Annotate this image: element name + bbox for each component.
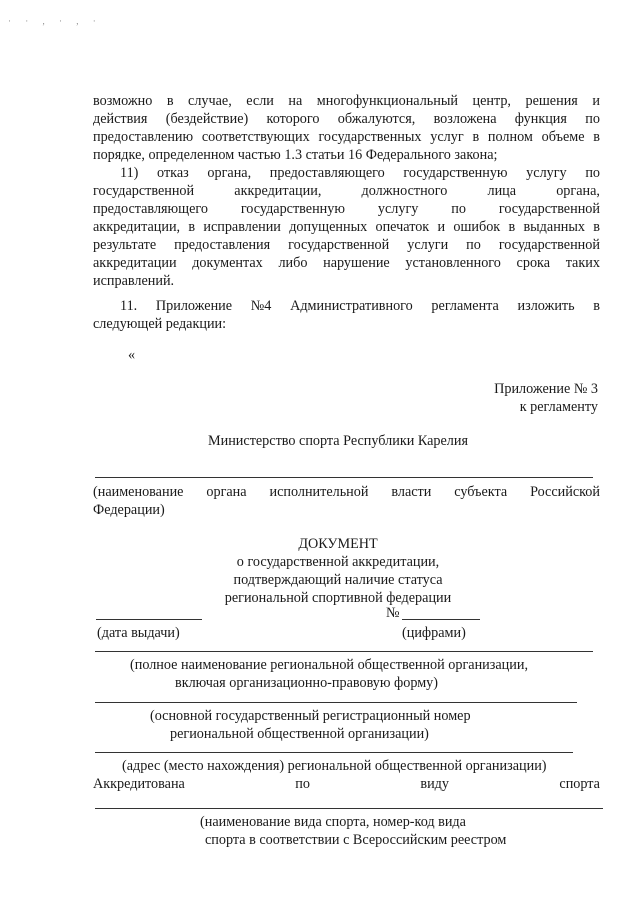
word: услугу	[526, 165, 567, 181]
item11-line-5	[93, 236, 600, 254]
appendix-subtitle: к регламенту	[519, 399, 598, 415]
word: по	[466, 237, 481, 253]
word: допущенных	[289, 219, 368, 235]
word: государственной	[288, 237, 390, 253]
word: таких	[565, 255, 600, 271]
item11-line-1	[120, 164, 600, 182]
word: органа	[206, 484, 247, 500]
word: по	[585, 165, 600, 181]
word: в	[508, 219, 516, 235]
word: 11)	[120, 165, 139, 181]
item11-line-3	[93, 200, 600, 218]
word: и	[437, 219, 446, 235]
authority-caption-line-2: Федерации)	[93, 502, 165, 518]
word: которого	[266, 111, 320, 127]
word: аккредитации	[93, 255, 177, 271]
org-name-underline	[95, 651, 593, 652]
sport-caption-2: спорта в соответствии с Всероссийским реестром	[205, 832, 507, 848]
word: опечаток	[375, 219, 430, 235]
word: изложить	[517, 298, 575, 314]
word: выданных	[523, 219, 586, 235]
word: услуг	[430, 129, 464, 145]
address-caption: (адрес (место нахождения) региональной общественной организации)	[122, 758, 547, 774]
word: власти	[391, 484, 432, 500]
word: по	[451, 201, 466, 217]
word: регламента	[431, 298, 499, 314]
number-digits-caption: (цифрами)	[402, 625, 466, 641]
word: функция	[514, 111, 567, 127]
document-line-2: подтверждающий наличие статуса	[233, 572, 443, 588]
word: лица	[487, 183, 517, 199]
document-title: ДОКУМЕНТ	[298, 536, 378, 552]
word: услугу	[377, 201, 419, 217]
item11-line-6	[93, 254, 600, 272]
word: государственной	[498, 201, 600, 217]
word: Аккредитована	[93, 776, 185, 792]
amendment-line-2: следующей редакции:	[93, 316, 227, 332]
item11-line-4	[93, 218, 600, 236]
word: услуги	[407, 237, 449, 253]
para10-line-2	[93, 110, 600, 128]
word: субъекта	[454, 484, 508, 500]
issue-date-caption: (дата выдачи)	[97, 625, 180, 641]
ogrn-underline	[95, 702, 577, 703]
word: соответствующих	[201, 129, 310, 145]
word: государственных	[318, 129, 422, 145]
word: аккредитации,	[93, 219, 181, 235]
word: в	[188, 219, 196, 235]
ogrn-caption-2: региональной общественной организации)	[170, 726, 429, 742]
word: в	[593, 219, 600, 235]
word: срока	[516, 255, 551, 271]
word: исправлении	[203, 219, 281, 235]
word: ошибок	[453, 219, 501, 235]
word: в	[472, 129, 480, 145]
word: спорта	[559, 776, 600, 792]
word: государственной	[498, 237, 600, 253]
address-underline	[95, 752, 573, 753]
issue-date-field	[96, 619, 202, 620]
word: государственную	[240, 201, 345, 217]
authority-caption-line-1	[93, 483, 600, 501]
word: органа,	[556, 183, 600, 199]
word: в	[166, 93, 174, 109]
word: возложена	[433, 111, 497, 127]
org-name-caption-2: включая организационно-правовую форму)	[175, 675, 439, 691]
word: многофункциональный	[316, 93, 458, 109]
accredited-line	[93, 775, 600, 793]
word: полном	[487, 129, 533, 145]
word: по	[585, 111, 600, 127]
item11-line-2	[93, 182, 600, 200]
word: Российской	[530, 484, 600, 500]
word: отказ	[157, 165, 189, 181]
word: если	[246, 93, 274, 109]
para10-line-1	[93, 92, 600, 110]
ogrn-caption-1: (основной государственный регистрационный номер	[150, 708, 471, 724]
word: государственной	[93, 183, 195, 199]
word: установленного	[405, 255, 501, 271]
document-line-1: о государственной аккредитации,	[236, 554, 440, 570]
word: результате	[93, 237, 157, 253]
ministry-name: Министерство спорта Республики Карелия	[208, 433, 469, 449]
item11-line-7: исправлений.	[93, 273, 175, 289]
para10-line-4: порядке, определенном частью 1.3 статьи 16 Федерального закона;	[93, 147, 498, 163]
word: объеме	[541, 129, 585, 145]
authority-underline	[95, 477, 593, 478]
word: предоставляющего	[269, 165, 385, 181]
number-field	[402, 619, 480, 620]
word: №4	[250, 298, 272, 314]
word: обжалуются,	[337, 111, 416, 127]
para10-line-3	[93, 128, 600, 146]
scan-specks: · · , · , ·	[8, 16, 102, 26]
word: Административного	[290, 298, 413, 314]
word: виду	[420, 776, 449, 792]
word: документах	[192, 255, 263, 271]
org-name-caption-1: (полное наименование региональной общественной организации,	[130, 657, 529, 673]
word: государственную	[403, 165, 508, 181]
word: в	[593, 298, 600, 314]
word: (наименование	[93, 484, 184, 500]
amendment-line-1	[120, 297, 600, 315]
word: либо	[278, 255, 308, 271]
sport-caption-1: (наименование вида спорта, номер-код вида	[200, 814, 466, 830]
word: случае,	[188, 93, 232, 109]
word: 11.	[120, 298, 138, 314]
word: и	[592, 93, 600, 109]
word: возможно	[93, 93, 153, 109]
word: в	[593, 129, 600, 145]
word: Приложение	[155, 298, 233, 314]
document-line-3: региональной спортивной федерации	[224, 590, 452, 606]
word: действия	[93, 111, 148, 127]
word: решения	[525, 93, 578, 109]
word: исполнительной	[269, 484, 369, 500]
word: должностного	[361, 183, 448, 199]
opening-quote: «	[128, 347, 136, 363]
word: по	[295, 776, 310, 792]
word: органа,	[207, 165, 252, 181]
appendix-title: Приложение № 3	[494, 381, 598, 397]
word: на	[288, 93, 303, 109]
word: центр,	[472, 93, 511, 109]
sport-underline	[95, 808, 603, 809]
word: предоставляющего	[93, 201, 208, 217]
word: (бездействие)	[165, 111, 249, 127]
word: нарушение	[323, 255, 390, 271]
word: предоставления	[174, 237, 271, 253]
number-sign: №	[386, 605, 400, 621]
word: аккредитации,	[234, 183, 322, 199]
word: предоставлению	[93, 129, 194, 145]
